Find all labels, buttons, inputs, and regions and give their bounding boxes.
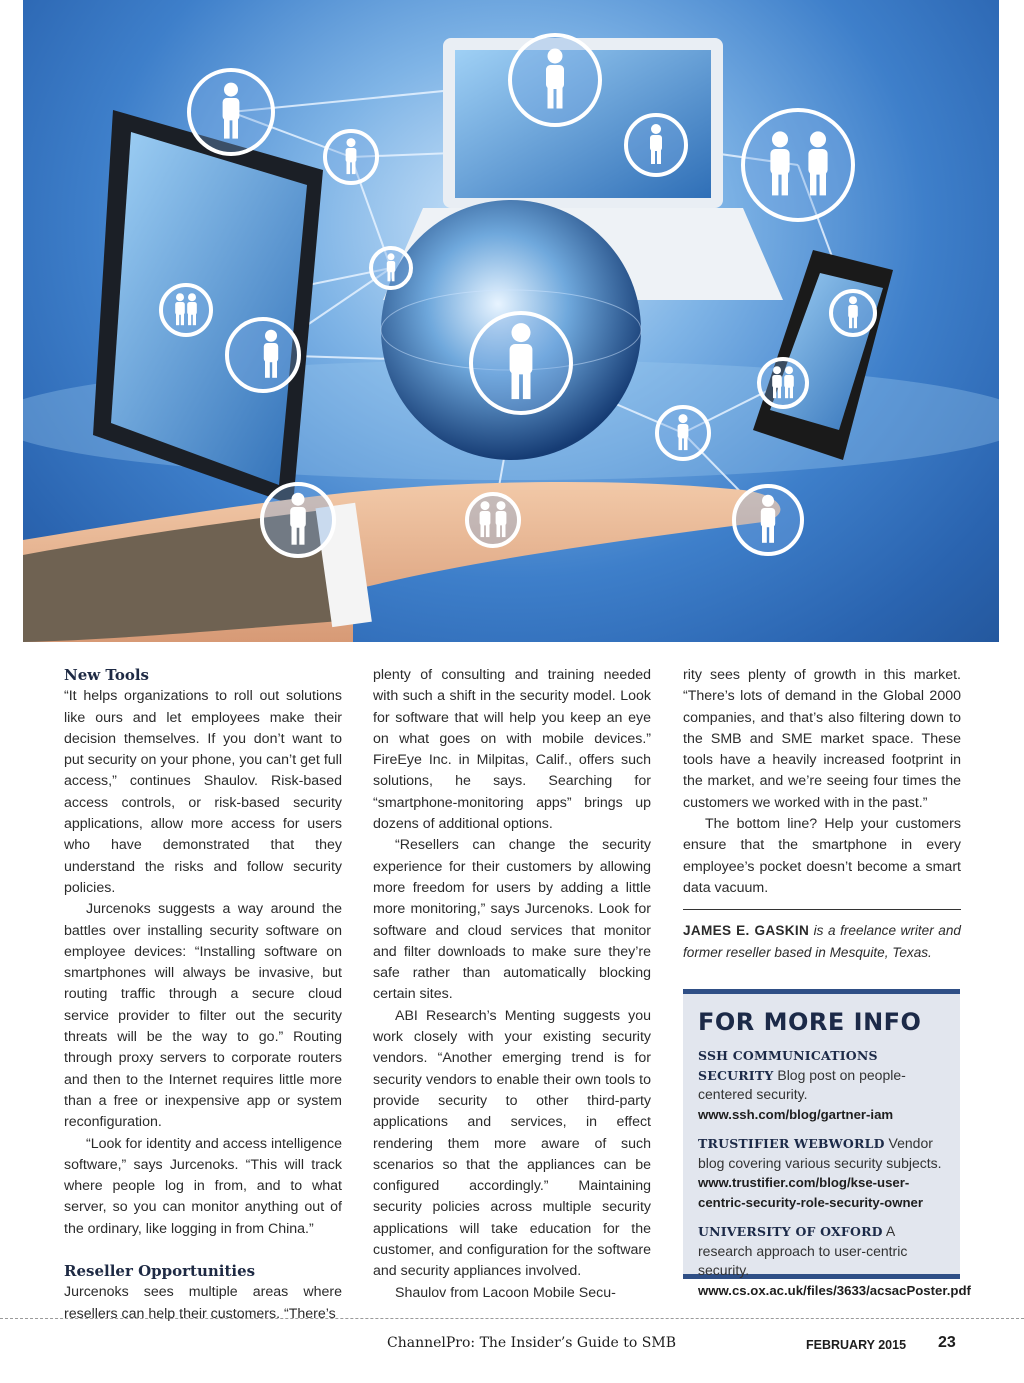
article-column-3	[683, 665, 961, 963]
info-entry-desc: Vendor blog covering various security subjects.	[698, 1135, 942, 1171]
info-entry	[698, 1222, 971, 1300]
divider	[683, 909, 961, 910]
info-entry	[698, 1134, 946, 1212]
info-entry-link[interactable]: www.ssh.com/blog/gartner-iam	[698, 1106, 894, 1122]
paragraph: The bottom line? Help your customers ensure that the smartphone in every employee’s pocket doesn’t become a smart data vacuum.	[683, 816, 961, 896]
info-entry-link[interactable]: www.trustifier.com/blog/kse-user-centric-security-role-security-owner	[698, 1175, 923, 1210]
info-entry-desc: Blog post on people-centered security.	[698, 1066, 906, 1102]
paragraph: Jurcenoks suggests a way around the battles over installing security software on employee devices: “Installing software on smartphones will always be invasive, but routing traffic through a secure cloud service provider to filter out the security threats will be the way to go.” Routing through proxy servers to corporate routers and then to the Internet requires little more than a free or inexpensive app or system reconfiguration.	[64, 901, 342, 1131]
hero-image	[23, 0, 999, 642]
paragraph: “It helps organizations to roll out solutions like ours and let employees make their decision themselves. If you don’t want to put security on your phone, you can’t get full access,” continues Shaulov. Risk-based access controls, or risk-based security applications, allow more access for users who have demonstrated that they understand the risks and follow security policies.	[64, 688, 342, 896]
paragraph: Shaulov from Lacoon Mobile Secu-	[395, 1284, 616, 1301]
network-illustration	[23, 0, 999, 642]
info-entry-org: TRUSTIFIER WEBWORLD	[698, 1136, 885, 1151]
footer-publication: ChannelPro: The Insider’s Guide to SMB	[387, 1335, 676, 1351]
paragraph: Jurcenoks sees multiple areas where resellers can help their customers. “There’s	[64, 1284, 342, 1322]
footer-divider	[0, 1318, 1024, 1319]
section-heading-new-tools: New Tools	[64, 666, 149, 684]
info-box-title: FOR MORE INFO	[698, 1008, 922, 1036]
author-byline	[683, 920, 961, 963]
paragraph: “Resellers can change the security experience for their customers by allowing more freedom for users by adding a little more monitoring,” says Jurcenoks. Look for software and cloud services that monitor and filter downloads to make sure they’re safe rather than automatically blocking certain sites.	[373, 837, 651, 1003]
paragraph: ABI Research’s Menting suggests you work closely with your existing security vendors. “Another emerging trend is for security vendors to enable their own tools to provide security to other third-party applications and services, in effect rendering them more aware of such scenarios so that the appliances can be configured accordingly.” Maintaining security policies across multiple security applications will take education for the customer, and configuration for the software and security appliances involved.	[373, 1007, 651, 1280]
info-entry-org: SSH COMMUNICATIONS SECURITY	[698, 1048, 878, 1083]
article-column-1	[64, 665, 342, 1325]
info-entry	[698, 1046, 946, 1124]
footer-date: FEBRUARY 2015	[806, 1338, 907, 1352]
info-entry-org: UNIVERSITY OF OXFORD	[698, 1224, 883, 1239]
author-bio: is a freelance writer and former reseller based in Mesquite, Texas.	[683, 923, 961, 960]
for-more-info-box	[683, 989, 971, 1298]
paragraph: rity sees plenty of growth in this market. “There’s lots of demand in the Global 2000 companies, and that’s also filtering down to the SMB and SME market space. These tools have a heavily increased footprint in the market, and we’re seeing four times the customers we worked with in the past.”	[683, 667, 961, 811]
info-entry-link[interactable]: www.cs.ox.ac.uk/files/3633/acsacPoster.pdf	[698, 1282, 971, 1298]
paragraph: “Look for identity and access intelligence software,” says Jurcenoks. “This will track where people log in from, and to what server, so you can monitor anything out of the ordinary, like logging in from China.”	[64, 1135, 342, 1237]
section-heading-reseller-opportunities: Reseller Opportunities	[64, 1262, 256, 1281]
info-entry-desc: A research approach to user-centric security.	[698, 1223, 908, 1278]
paragraph: plenty of consulting and training needed with such a shift in the security model. Look for software that will help you keep an eye on what goes on with mobile devices.” FireEye Inc. in Milpitas, Calif., offers such solutions, he says. Searching for “smartphone-monitoring apps” brings up dozens of additional options.	[373, 667, 651, 833]
page-number: 23	[938, 1334, 956, 1351]
author-name: JAMES E. GASKIN	[683, 923, 810, 939]
article-column-2	[373, 665, 651, 1304]
